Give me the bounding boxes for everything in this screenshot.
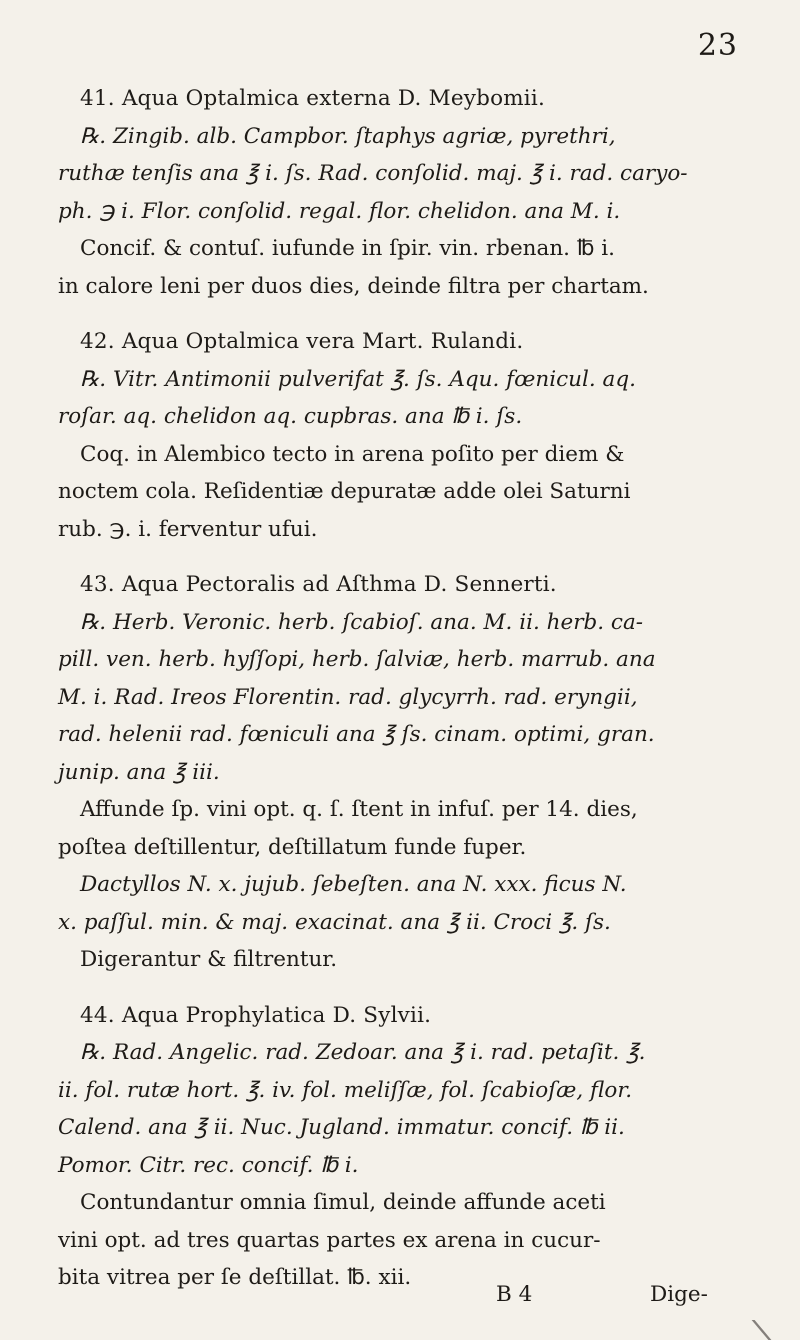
entry-line: rad. helenii rad. fœniculi ana ℥ ſs. cinam. optimi, gran. bbox=[58, 722, 655, 747]
entry-line: pill. ven. herb. hyſſopi, herb. ſalviæ, herb. marrub. ana bbox=[58, 647, 656, 672]
page-edge-shadow bbox=[752, 1320, 800, 1340]
page-text bbox=[58, 80, 758, 1315]
entry-line: Affunde ſp. vini opt. q. ſ. ſtent in infuſ. per 14. dies, bbox=[80, 797, 638, 822]
signature-mark: B 4 bbox=[496, 1282, 533, 1307]
entry-heading: 43. Aqua Pectoralis ad Aſthma D. Sennerti. bbox=[80, 572, 557, 597]
entry-line: x. paſſul. min. & maj. exacinat. ana ℥ ii. Croci ℥. ſs. bbox=[58, 909, 611, 935]
entry-line: roſar. aq. chelidon aq. cupbras. ana ℔ i. ſs. bbox=[58, 404, 523, 429]
entry-line: bita vitrea per ſe deſtillat. ℔. xii. bbox=[58, 1265, 412, 1290]
entry-line: ℞. Zingib. alb. Campbor. ſtaphys agriæ, pyrethri, bbox=[80, 123, 616, 149]
entry-line: Coq. in Alembico tecto in arena poſito per diem & bbox=[80, 441, 625, 467]
entry-line: Dactyllos N. x. jujub. ſebeſten. ana N. xxx. ficus N. bbox=[80, 872, 627, 897]
catchword: Dige- bbox=[650, 1282, 708, 1307]
entry-line: ℞. Vitr. Antimonii pulverifat ℥. ſs. Aqu. fœnicul. aq. bbox=[80, 366, 636, 392]
entry-line: ℞. Rad. Angelic. rad. Zedoar. ana ℥ i. rad. petaſit. ℥. bbox=[80, 1040, 646, 1065]
entry-43 bbox=[58, 566, 758, 979]
entry-line: ii. fol. rutæ hort. ℥. iv. fol. meliſſæ, fol. ſcabioſæ, flor. bbox=[58, 1077, 633, 1103]
entry-heading: 42. Aqua Optalmica vera Mart. Rulandi. bbox=[80, 329, 524, 354]
page-number: 23 bbox=[697, 28, 738, 63]
entry-line: Digerantur & filtrentur. bbox=[80, 947, 338, 972]
entry-42 bbox=[58, 323, 758, 548]
entry-line: M. i. Rad. Ireos Florentin. rad. glycyrrh. rad. eryngii, bbox=[58, 684, 638, 710]
entry-line: poſtea deſtillentur, deſtillatum funde fuper. bbox=[58, 834, 527, 860]
entry-line: ℞. Herb. Veronic. herb. ſcabioſ. ana. M. ii. herb. ca- bbox=[80, 609, 644, 635]
entry-line: Pomor. Citr. rec. concif. ℔ i. bbox=[58, 1152, 359, 1178]
entry-line: Calend. ana ℥ ii. Nuc. Jugland. immatur. concif. ℔ ii. bbox=[58, 1115, 625, 1140]
entry-line: in calore leni per duos dies, deinde filtra per chartam. bbox=[58, 273, 649, 299]
entry-line: vini opt. ad tres quartas partes ex arena in cucur- bbox=[58, 1227, 601, 1253]
entry-line: junip. ana ℥ iii. bbox=[58, 759, 220, 785]
entry-line: noctem cola. Reſidentiæ depuratæ adde olei Saturni bbox=[58, 479, 631, 504]
entry-line: ruthæ tenſis ana ℥ i. ſs. Rad. conſolid. maj. ℥ i. rad. caryo- bbox=[58, 161, 688, 186]
entry-line: Concif. & contuſ. iufunde in ſpir. vin. rbenan. ℔ i. bbox=[80, 236, 615, 261]
entry-heading: 41. Aqua Optalmica externa D. Meybomii. bbox=[80, 86, 545, 111]
entry-41 bbox=[58, 80, 758, 305]
entry-line: Contundantur omnia ſimul, deinde affunde aceti bbox=[80, 1190, 606, 1215]
entry-line: ph. ℈ i. Flor. conſolid. regal. flor. chelidon. ana M. i. bbox=[58, 198, 621, 224]
entry-44 bbox=[58, 997, 758, 1297]
entry-line: rub. ℈. i. ferventur ufui. bbox=[58, 516, 318, 542]
entry-heading: 44. Aqua Prophylatica D. Sylvii. bbox=[80, 1002, 432, 1028]
